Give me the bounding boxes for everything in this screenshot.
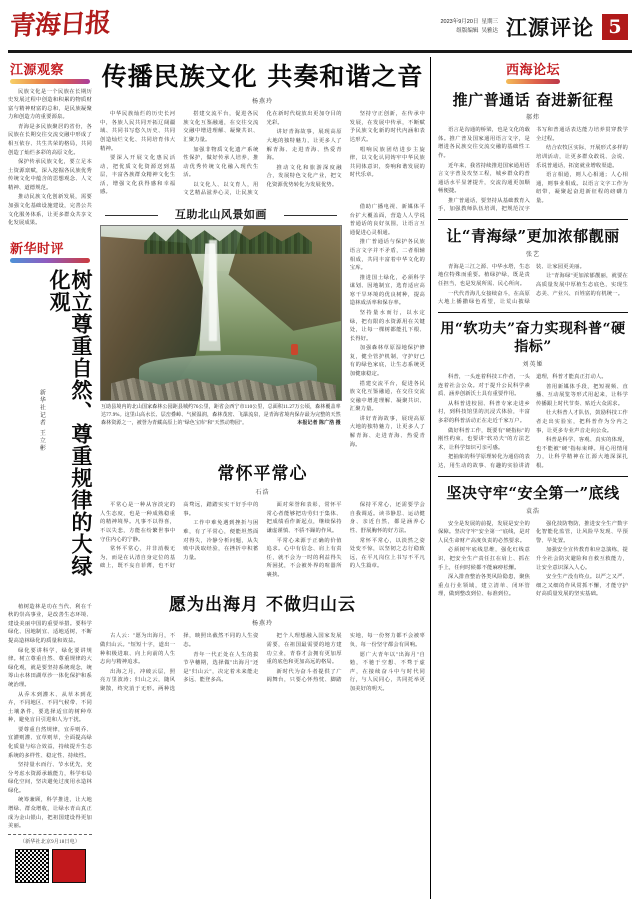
right-article-3-copy: 科普，一头连着科技工作者，一头连着社会公众。对于提升公民科学素质、涵养创新沃土具有重要作用。 从科普进校园、科普专家走进乡村，到科技馆里的沉浸式体验，丰富多彩的科普活动正在走近千家万户。 做好科普工作，既要有"硬指标"的刚性约束，也要讲"软功夫"的方法艺术，让科学知识可亲可感。 把抽象的科学原理转化为通俗的表达，用生动的故事、有趣的实验讲清道理，科普才能真正打动人。 善用新媒体手段，把短视频、直播、互动展览等形式用起来，让科学传播跟上时代节奏、贴近大众需求。 壮大科普人才队伍，鼓励科技工作者走出实验室，把科普作为分内之事，让更多专业声音走向公众。 科普是科学、客观、真实的体现，也不能被"硬"指标束缚。用心用情用力，让科学精神在江源大地深深扎根。 (438, 374, 628, 469)
qr-row (8, 847, 92, 883)
photo-box (100, 205, 342, 428)
photo-caption-block (100, 401, 342, 428)
right-article-1-headline: 推广普通话 奋进新征程 (452, 90, 614, 109)
editor-name: 吴雅达 (481, 28, 498, 34)
observe-copy: 民族文化是一个民族在长期历史发展过程中创造和积累的物质财富与精神财富的总和，是民族凝聚力和创造力的重要源泉。 青海是多民族聚居的省份，各民族在长期交往交流交融中形成了相互依存、共生共荣的格局，共同创造了灿烂多彩的高原文化。 保护传承民族文化，要立足本土资源禀赋，深入挖掘各民族优秀传统文化中蕴含的思想观念、人文精神、道德规范。 推动民族文化创新发展，需要加强文化基础设施建设，完善公共文化服务体系，让更多群众共享文化发展成果。 (8, 88, 92, 227)
photo-person (291, 344, 298, 355)
center-right-filler-col (350, 203, 425, 450)
vertical-byline: 新华社记者 王立彬 (38, 388, 45, 452)
masthead-right (441, 8, 629, 42)
qr-code-icon[interactable] (15, 849, 49, 883)
publication-info (441, 18, 499, 37)
publication-date: 2023年9月20日 (440, 18, 479, 25)
center-article-2-headline: 愿为出海月 不做归山云 (169, 595, 356, 616)
center-article-1-headline: 常怀平常心 (217, 464, 308, 485)
column-divider (430, 57, 431, 899)
qr-code-red-icon[interactable] (52, 849, 86, 883)
column-left (8, 57, 96, 899)
badge-underline (10, 79, 90, 84)
right-article-2-headline: 让“青海绿”更加浓郁靓丽 (446, 227, 620, 246)
center-article-1-byline: 石浩 (255, 490, 270, 497)
newspaper-logo: 青海日报 (8, 8, 112, 42)
lead-byline: 杨燕玲 (251, 99, 273, 106)
right-article-2-copy: 青海是三江之源、中华水塔，生态地位特殊而重要。植绿护绿，既是责任担当，也是发展所需、民心所向。 一代代青海儿女接续奋斗，在高原大地上播撒绿色希望，让荒山披绿装、让家园更美丽。 让"青海绿"更加浓郁靓丽，就要在高质量发展中厚植生态底色，实现生态美、产业兴、百姓富的有机统一。 (438, 263, 628, 306)
vertical-headline: 树立尊重自然、尊重规律的大绿化观 (47, 268, 94, 577)
badge-underline-red (506, 79, 560, 84)
badge-underline-blue (10, 258, 90, 263)
left-column-copy: 植树造林是功在当代、利在千秋的崇高事业，是改善生态环境、建设美丽中国的重要举措。要科学绿化、因地制宜、适地适树，不断提高造林绿化的质量和效益。 绿化要讲科学，绿化要讲规律。树立尊重自然、尊重规律的大绿化观，就是要坚持系统观念，统筹山水林田湖草沙一体化保护和系统治理。 从乔木到灌木、从草本到花卉，不同地区、不同气候带、不同土壤条件，要选择适宜的树种草种，避免盲目引进和人为干扰。 要尊重自然规律，宜乔则乔、宜灌则灌、宜草则草，全面提高绿化质量与综合效益，持续提升生态系统的多样性、稳定性、持续性。 坚持量水而行、节水优先，充分考虑水资源承载能力，科学布局绿化空间，坚决避免过度用水造林绿化。 统筹兼顾，科学推进，让大地增绿、群众增收，让绿水青山真正成为金山银山，把祖国建设得更加美丽。 (8, 603, 92, 830)
footer-note: （新华社北京9月18日电） (19, 839, 81, 845)
editor-label: 组版编辑 (456, 28, 479, 34)
center-article-2 (100, 581, 425, 693)
center-article-2-byline: 杨燕玲 (251, 621, 273, 628)
center-right-filler: 借助广播电视、新媒体平台扩大覆盖面，营造人人学说普通话的良好氛围，让语言互通促进心灵相通。 推广普通话与保护各民族语言文字并不矛盾，二者相辅相成，共同丰富着中华文化的宝库。 推进国土绿化，必须科学谋划、因地制宜，选育适应高寒干旱环境的优良树种，提高造林成活率和保存率。 坚持量水而行，以水定绿，把有限的水资源用在关键处，让每一棵树都能扎下根、长得好。 加强森林草原湿地保护修复，健全管护机制，守护好已有的绿色家底，让生态系统更加健康稳定。 搭建交流平台，促进各民族文化互鉴融通，在交往交流交融中增进理解、凝聚共识、汇聚力量。 讲好青海故事，展现高原大地的独特魅力，让更多人了解青海、走进青海、热爱青海。 (349, 204, 425, 448)
section-badge-xihai (504, 57, 562, 84)
page-body (0, 53, 640, 905)
lead-copy: 中华民族灿烂的历史长河中，各族人民共同开拓辽阔疆域、共同书写悠久历史、共同创造灿烂文化、共同培育伟大精神。 要深入开展文化惠民活动，把优质文化资源送到基层，丰富各族群众精神文化生活，增强文化获得感和幸福感。 搭建交流平台，促进各民族文化互鉴融通，在交往交流交融中增进理解、凝聚共识、汇聚力量。 加强非物质文化遗产系统性保护，做好传承人培养，推动优秀传统文化融入现代生活。 以文化人、以文育人，用文艺精品滋养心灵，让民族文化在新时代绽放出更加夺目的光彩。 讲好青海故事，展现高原大地的独特魅力，让更多人了解青海、走进青海、热爱青海。 推动文化和旅游深度融合，发展特色文化产业，把文化资源优势转化为发展优势。 坚持守正创新，在传承中发展，在发展中传承，不断赋予民族文化新的时代内涵和表达形式。 唱响民族团结进步主旋律，以文化认同铸牢中华民族共同体意识，奏响和谐发展的时代乐章。 (100, 111, 425, 197)
section-badge-xihai-wrap (438, 57, 628, 84)
photo-block (100, 203, 342, 450)
section-badge-xihai-label: 西海论坛 (505, 62, 560, 78)
right-article-4-headline: 坚决守牢“安全第一”底线 (446, 483, 620, 502)
center-article-2-copy: 古人云："愿为出海月，不做归山云。"短短十字，道出一种积极进取、向上向前的人生志向与精神追求。 出海之月，冲破云层，照亮万里波涛；归山之云，随风聚散，终究消于无形。两种选择，映照出截然不同的人生姿态。 青年一代正处在人生的拔节孕穗期，选择做"出海月"还是"归山云"，决定着未来能走多远、能登多高。 把个人理想融入国家发展需要，在祖国最需要的地方建功立业，青春才会拥有更加厚重的底色和更加高远的格局。 新时代为奋斗者提供了广阔舞台，只要心怀热忱、脚踏实地，每一份努力都不会被辜负，每一份坚守都会有回响。 愿广大青年以"出海月"自勉，不驰于空想、不骛于虚声，在接续奋斗中与时代同行，与人民同心，共同托举更加美好的明天。 (100, 633, 425, 692)
right-article-1-copy: 语言是沟通的桥梁，也是文化的载体。推广普及国家通用语言文字，是增进各民族交往交流交融的基础性工作。 近年来，我省持续推进国家通用语言文字普及攻坚工程，城乡群众的普通话水平显著提升，交流沟通更加顺畅便捷。 推广普通话，要坚持从基础教育入手，加强教师队伍培训，把规范汉字书写和普通话表达能力培养贯穿教学全过程。 结合农牧区实际，开展形式多样的培训活动，让更多群众敢说、会说、乐说普通话，拓宽就业增收渠道。 语言相通，则人心相通；人心相通，则事业相成。以语言文字工作为纽带，凝聚起奋进新征程的磅礴力量。 (438, 127, 628, 213)
right-article-2-byline: 张艺 (525, 251, 540, 258)
center-article-1 (100, 450, 425, 579)
section-title: 江源评论 (506, 15, 594, 40)
column-center-group (96, 57, 429, 899)
vertical-headline-wrap (8, 269, 92, 599)
right-article-4-byline: 袁浩 (525, 508, 540, 515)
right-article-3-headline: 用“软功夫”奋力实现科普“硬指标” (440, 320, 626, 355)
section-badge-observe-label: 江源观察 (10, 62, 65, 78)
right-article-4-copy: 安全是发展的前提，发展是安全的保障。坚决守牢"安全第一"底线，是对人民生命财产高度负责的必然要求。 必须树牢底线思维，强化红线意识，把安全生产责任扛在肩上、抓在手上，任何时候都不能麻痹松懈。 深入排查整治各类风险隐患，聚焦重点行业领域，建立清单、闭环管理，做到整改到位、标准到位。 强化技防物防，推进安全生产数字化智能化监管，让风险早发现、早预警、早处置。 加强安全宣传教育和应急演练，提升全社会防灾避险和自救互救能力，让安全意识深入人心。 安全生产没有终点。以严之又严、细之又细的作风常抓不懈，才能守护好高质量发展的坚实基础。 (438, 520, 628, 598)
section-badge-xinhua (8, 236, 92, 263)
photo-caption: 互助县境内的北山国家森林公园距县城约76公里，距省会西宁市110公里，总面积11.27万公顷，森林覆盖率达77.9%。这里山高水长、层峦叠嶂、气候温润，森林茂密、飞瀑流泉，是青海省境内保存最为完整的天然森林资源之一，被誉为青藏高原上的"绿色宝库"和"天然动物园"。 (101, 405, 341, 427)
right-article-1-byline: 郝炜 (525, 115, 540, 122)
section-badge-xinhua-label: 新华时评 (10, 241, 65, 257)
masthead (0, 0, 640, 48)
photo-and-text-row (100, 203, 425, 450)
photo-title: 互助北山风景如画 (100, 205, 342, 225)
center-article-1-copy: 平常心是一种从容淡定的人生态度，也是一种成熟稳重的精神境界。凡事不以得喜，不以失悲，方能在纷繁世事中守住内心的宁静。 常怀平常心，并非消极无为，而是在认清自身定位的基础上，既不妄自菲薄，也不好高骛远，踏踏实实干好手中的事。 工作中难免遇到挫折与困难，有了平常心，便能坦然面对得失，冷静分析问题，从失败中汲取经验，在挫折中积蓄力量。 面对荣誉和表彰，常怀平常心者能够把功劳归于集体、把成绩看作新起点，继续保持谦虚谨慎、不骄不躁的作风。 平常心来源于正确的价值追求。心中有信念、肩上有责任，就不会为一时的利益得失所困扰，不会被外界的喧嚣所裹挟。 保持平常心，还需要学会自我调适。读书静思、运动健身、亲近自然，都是涵养心性、舒展胸怀的好方法。 常怀平常心，以淡然之姿处变不惊，以坚韧之志行稳致远，在平凡岗位上书写不平凡的人生篇章。 (100, 502, 425, 578)
page-number-badge: 5 (602, 14, 628, 40)
column-right (432, 57, 632, 899)
photo-credit: 本报记者 陈广浩 摄 (297, 421, 341, 427)
section-badge-observe (8, 57, 92, 84)
lead-headline: 传播民族文化 共奏和谐之音 (101, 61, 424, 91)
right-article-3-byline: 刘英姬 (522, 362, 544, 369)
photo-image (100, 225, 342, 401)
photo-waterfall-stream (209, 240, 217, 341)
weekday: 星期三 (481, 18, 498, 25)
